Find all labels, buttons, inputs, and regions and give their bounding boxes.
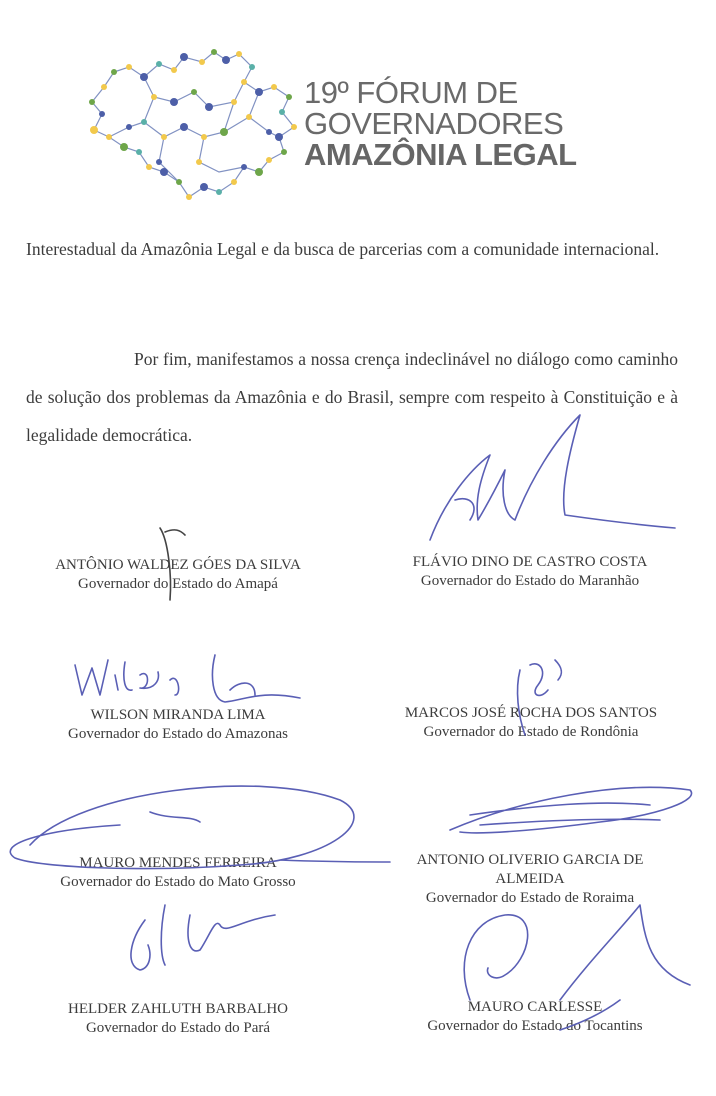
signatory-name: MARCOS JOSÉ ROCHA DOS SANTOS xyxy=(404,705,658,721)
signatory-name: MAURO CARLESSE xyxy=(467,999,603,1015)
signatory-name: HELDER ZAHLUTH BARBALHO xyxy=(68,1001,288,1017)
logo-line-3: AMAZÔNIA LEGAL xyxy=(304,137,577,172)
signatory-block-amazonas xyxy=(30,706,326,744)
signatory-role: Governador do Estado do Maranhão xyxy=(420,573,640,589)
signatory-block-mato-grosso xyxy=(25,854,331,892)
signatory-name: ANTONIO OLIVERIO GARCIA DE ALMEIDA xyxy=(416,852,644,887)
signatory-role: Governador do Estado de Roraima xyxy=(425,890,635,906)
signatory-name: WILSON MIRANDA LIMA xyxy=(90,707,266,723)
signatory-name: ANTÔNIO WALDEZ GÓES DA SILVA xyxy=(55,557,301,573)
signatory-role: Governador do Estado de Rondônia xyxy=(423,724,639,740)
signatory-role: Governador do Estado do Amazonas xyxy=(68,726,288,742)
signatory-role: Governador do Estado do Mato Grosso xyxy=(60,874,296,890)
body-paragraph-2: Por fim, manifestamos a nossa crença indeclinável no diálogo como caminho de solução dos problemas da Amazônia e do Brasil, sempre com respeito à Constituição e à legalidade democrática. xyxy=(26,349,678,445)
forum-logo-text xyxy=(304,77,577,170)
signatory-block-maranhao xyxy=(370,553,690,591)
signature-antonio-oliverio xyxy=(450,787,692,832)
signatory-block-para xyxy=(30,1000,326,1038)
body-paragraph-1: Interestadual da Amazônia Legal e da busca de parcerias com a comunidade internacional. xyxy=(26,239,660,259)
signatory-role: Governador do Estado do Amapá xyxy=(78,576,278,592)
signatory-name: MAURO MENDES FERREIRA xyxy=(79,855,277,871)
signatory-role: Governador do Estado do Pará xyxy=(85,1020,271,1036)
signature-wilson xyxy=(75,655,300,702)
signatory-block-rondonia xyxy=(395,704,667,742)
signatory-block-tocantins xyxy=(390,998,680,1036)
forum-logo-map-icon xyxy=(84,42,306,204)
logo-line-1: 19º FÓRUM DE xyxy=(304,75,518,110)
signatory-block-amapa xyxy=(40,556,316,594)
signature-helder xyxy=(131,905,275,970)
signatory-name: FLÁVIO DINO DE CASTRO COSTA xyxy=(412,554,648,570)
signatory-block-roraima xyxy=(385,851,675,908)
logo-line-2: GOVERNADORES xyxy=(304,106,564,141)
signatory-role: Governador do Estado do Tocantins xyxy=(427,1018,643,1034)
